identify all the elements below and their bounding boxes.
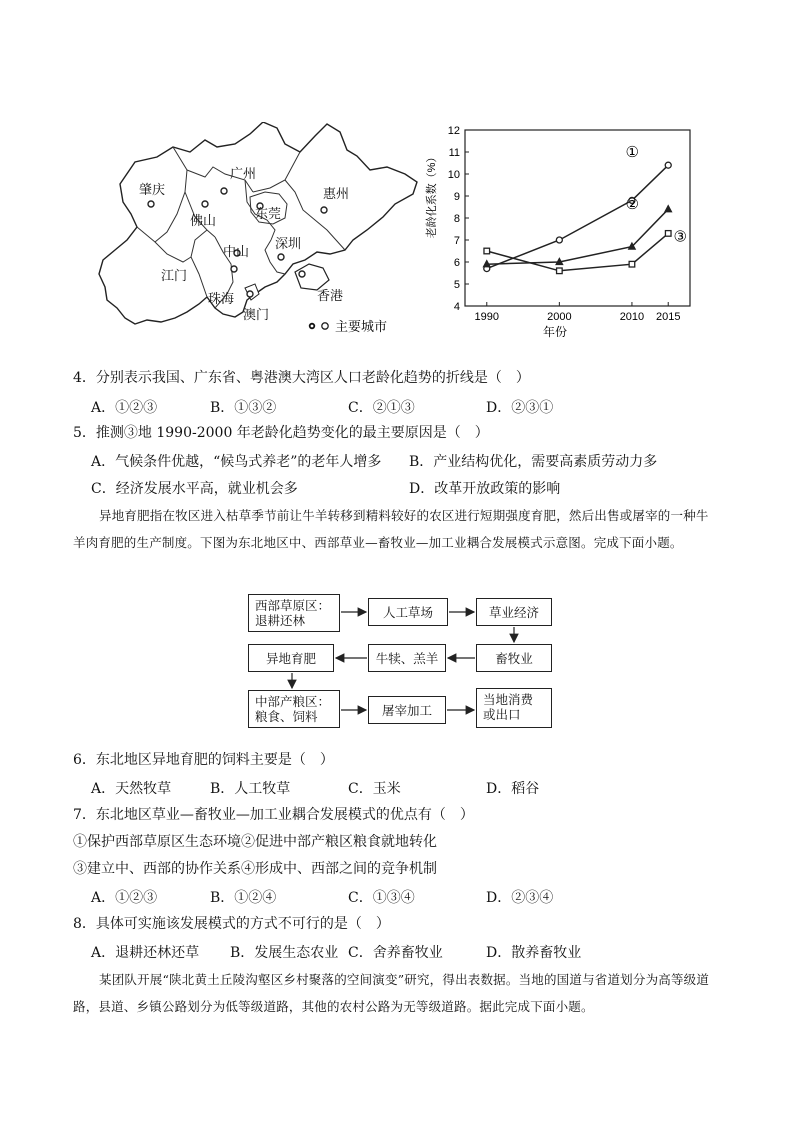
chart-series-line-1 (487, 165, 668, 268)
q4-option-b[interactable]: B．①③② (210, 400, 277, 416)
chart-plot-frame (465, 130, 690, 306)
chart-x-tick-label: 1990 (474, 311, 500, 323)
chart-x-axis-label: 年份 (542, 325, 568, 339)
chart-point-series-3 (557, 268, 563, 274)
chart-point-series-2 (665, 206, 671, 212)
chart-point-series-1 (665, 162, 671, 168)
chart-y-tick-label: 5 (453, 279, 460, 291)
flow-box-central: 中部产粮区： 粮食、饲料 (248, 690, 340, 728)
q7-option-b[interactable]: B．①②④ (210, 890, 277, 906)
q5-option-c[interactable]: C．经济发展水平高，就业机会多 (91, 481, 298, 497)
city-label-zhaoqing: 肇庆 (139, 183, 166, 198)
chart-y-tick-label: 4 (453, 301, 460, 313)
q6-option-d[interactable]: D．稻谷 (486, 781, 540, 797)
q7-option-a[interactable]: A．①②③ (91, 890, 158, 906)
flow-box-west: 西部草原区： 退耕还林 (248, 594, 340, 632)
city-label-guangzhou: 广州 (230, 167, 257, 182)
chart-series-line-3 (487, 233, 668, 270)
q4-option-d[interactable]: D．②③① (486, 400, 554, 416)
chart-x-tick-label: 2010 (619, 311, 645, 323)
greater-bay-area-map (95, 122, 425, 338)
city-label-huizhou: 惠州 (323, 187, 350, 202)
intro-paragraph-1: 异地育肥指在牧区进入枯草季节前让牛羊转移到精料较好的农区进行短期强度育肥，然后出售或屠宰的一种牛羊肉育肥的生产制度。下图为东北地区中、西部草业—畜牧业—加工业耦合发展模式示意图。完成下面小题。 (73, 508, 709, 550)
q7-stem: 7．东北地区草业—畜牧业—加工业耦合发展模式的优点有（ ） (73, 807, 474, 823)
q8-option-a[interactable]: A．退耕还林还草 (91, 945, 200, 961)
q7-statements-line2: ③建立中、西部的协作关系④形成中、西部之间的竞争机制 (73, 861, 437, 877)
flow-box-livestock: 畜牧业 (476, 644, 552, 672)
q8-option-c[interactable]: C．舍养畜牧业 (348, 945, 443, 961)
chart-y-tick-label: 6 (453, 257, 460, 269)
q8-option-b[interactable]: B．发展生态农业 (230, 945, 339, 961)
chart-point-series-2 (484, 261, 490, 267)
q5-stem: 5．推测③地 1990-2000 年老龄化趋势变化的最主要原因是（ ） (73, 425, 489, 441)
chart-point-series-1 (556, 237, 562, 243)
q4-option-c[interactable]: C．②①③ (348, 400, 415, 416)
city-marker (299, 271, 305, 277)
flow-box-grass-economy: 草业经济 (476, 598, 552, 626)
chart-series-label-1: ① (625, 144, 639, 162)
chart-y-tick-label: 11 (448, 147, 460, 159)
city-label-foshan: 佛山 (190, 214, 217, 229)
chart-point-series-3 (629, 261, 635, 267)
chart-y-axis-label: 老龄化系数（%） (426, 151, 438, 239)
flow-arrows (244, 590, 560, 740)
q4-option-a[interactable]: A．①②③ (91, 400, 158, 416)
city-marker (247, 291, 253, 297)
flow-box-remote-fattening: 异地育肥 (248, 644, 334, 672)
q8-option-d[interactable]: D．散养畜牧业 (486, 945, 582, 961)
flow-box-artificial-grass: 人工草场 (368, 598, 448, 626)
flow-box-slaughter: 屠宰加工 (368, 696, 446, 724)
map-legend (309, 320, 387, 335)
city-label-hongkong: 香港 (317, 289, 344, 304)
city-marker (321, 207, 327, 213)
city-marker (148, 201, 154, 207)
chart-point-series-2 (556, 259, 562, 265)
city-label-macau: 澳门 (243, 308, 270, 323)
chart-x-tick-label: 2015 (655, 311, 681, 323)
q7-option-c[interactable]: C．①③④ (348, 890, 415, 906)
q7-statements-line1: ①保护西部草原区生态环境②促进中部产粮区粮食就地转化 (73, 834, 437, 850)
flow-box-calves-lambs: 牛犊、羔羊 (368, 644, 446, 672)
city-marker (221, 188, 227, 194)
chart-y-tick-label: 10 (447, 169, 460, 181)
chart-x-tick-label: 2000 (547, 311, 572, 323)
chart-y-tick-label: 8 (453, 213, 460, 225)
city-label-dongguan: 东莞 (255, 207, 282, 222)
q6-stem: 6．东北地区异地育肥的饲料主要是（ ） (73, 752, 334, 768)
city-marker (202, 201, 208, 207)
q8-stem: 8．具体可实施该发展模式的方式不可行的是（ ） (73, 916, 390, 932)
intro-paragraph-2: 某团队开展“陕北黄土丘陵沟壑区乡村聚落的空间演变”研究，得出表数据。当地的国道与省道划分为高等级道路，县道、乡镇公路划分为低等级道路，其他的农村公路为无等级道路。据此完成下面小题。 (73, 972, 710, 1014)
city-marker (278, 254, 284, 260)
q6-option-c[interactable]: C．玉米 (348, 781, 401, 797)
legend-label: 主要城市 (335, 320, 388, 335)
chart-y-tick-label: 12 (447, 125, 460, 137)
q6-option-b[interactable]: B．人工牧草 (210, 781, 291, 797)
chart-point-series-3 (484, 248, 490, 254)
chart-point-series-3 (665, 231, 671, 237)
flow-diagram (244, 590, 560, 740)
q5-option-b[interactable]: B．产业结构优化，需要高素质劳动力多 (409, 454, 658, 470)
q6-option-a[interactable]: A．天然牧草 (91, 781, 172, 797)
city-label-jiangmen: 江门 (161, 269, 188, 284)
city-marker (231, 266, 237, 272)
aging-line-chart (420, 120, 700, 345)
q5-option-a[interactable]: A．气候条件优越，“候鸟式养老”的老年人增多 (91, 454, 382, 470)
q5-option-d[interactable]: D．改革开放政策的影响 (409, 481, 561, 497)
chart-series-label-2: ② (625, 196, 639, 214)
chart-series-label-3: ③ (673, 228, 687, 246)
q7-option-d[interactable]: D．②③④ (486, 890, 554, 906)
chart-y-tick-label: 7 (453, 235, 460, 247)
city-label-shenzhen: 深圳 (275, 237, 302, 252)
flow-box-consume-export: 当地消费 或出口 (476, 688, 552, 728)
city-label-zhongshan: 中山 (223, 245, 250, 260)
chart-y-tick-label: 9 (453, 191, 460, 203)
q4-stem: 4．分别表示我国、广东省、粤港澳大湾区人口老龄化趋势的折线是（ ） (73, 370, 530, 386)
city-label-zhuhai: 珠海 (208, 292, 235, 307)
